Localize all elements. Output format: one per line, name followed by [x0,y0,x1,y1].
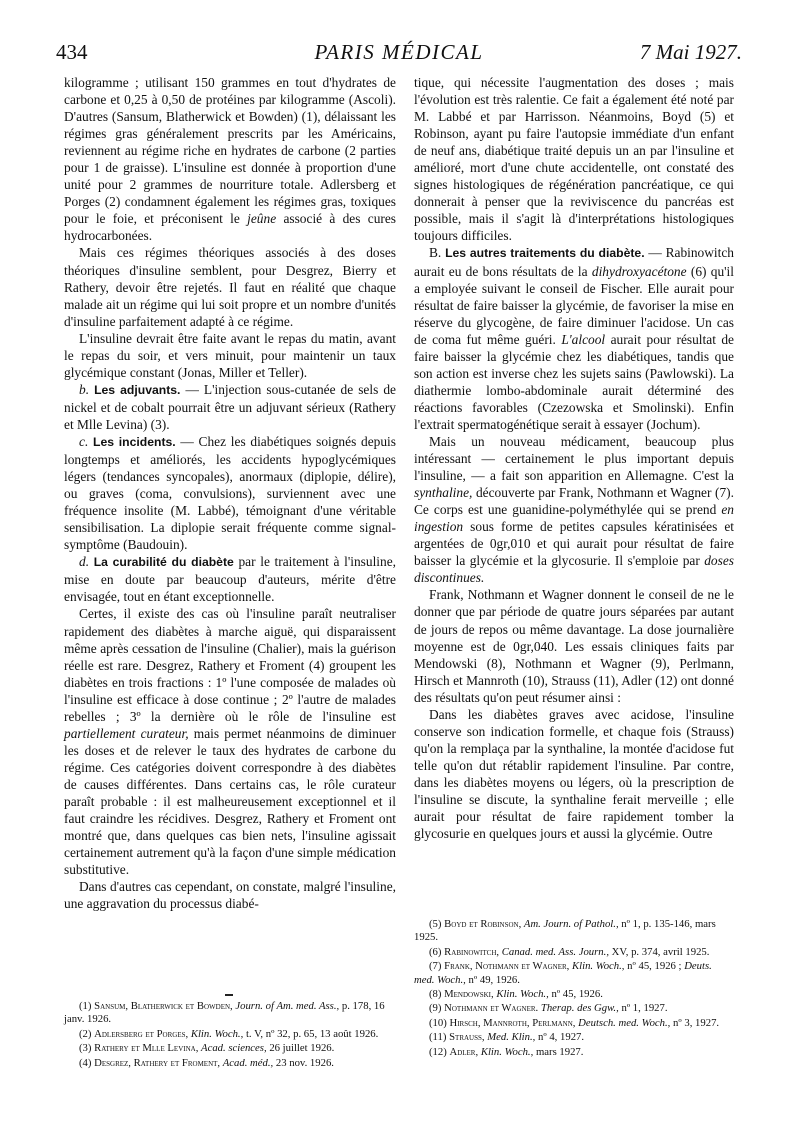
text-run: (4) [79,1056,92,1069]
footnote [64,1028,396,1041]
text-run: (6) qu'il a employée suivant le conseil de Fischer. Elle aurait pour résultat de faire baisser la glycémie, de favoriser la mise en réserve du glycogène, de faire diminuer l'acidose. Un cas de coma fut même guéri. [414,263,734,347]
text-run: Sansum, Blatherwick et Bowden, [94,1000,233,1012]
text-run: (3) [79,1042,92,1055]
footnote [414,1031,734,1044]
text-run: Acad. méd., [222,1056,274,1069]
footnote [414,988,734,1001]
text-run: 26 juillet 1926. [269,1042,335,1055]
text-run: en ingestion [414,502,734,535]
text-run: Canad. med. Ass. Journ., [501,945,609,958]
text-run: sous forme de petites capsules kératinisées et argentées de 0gr,010 et qui aurait pour résultat de faire baisser la glycémie et la glycosurie. Il s'emploie par [414,519,734,569]
text-run: Boyd et Robinson, [444,918,522,930]
issue-date: 7 Mai 1927. [639,40,742,64]
text-run: b. [79,381,90,397]
text-run: d. [79,554,90,570]
text-run: Acad. sciences, [201,1042,267,1055]
text-run: (11) [429,1031,447,1044]
text-run: nº 1, p. 135-146, mars 1925. [414,918,716,944]
page-number: 434 [56,40,88,64]
text-run: Am. Journ. of Pathol., [523,918,619,930]
paragraph: Mais ces régimes théoriques associés à des doses théoriques d'insuline semblent, pour Desgrez, Bierry et Rathery, devoir être rejetés. Il faut en réalité que chaque malade ait un régime qui lui soit propre et un nombre d'unités d'insuline parfaitement adapté à ce régime. [64,245,396,329]
text-run: (6) [429,945,442,958]
text-run: Frank, Nothmann et Wagner, [444,960,570,973]
footnote [414,946,734,959]
text-run: Hirsch, Mannroth, Perlmann, [449,1016,576,1029]
text-run: Deuts. med. Woch., [414,960,712,986]
text-run: partiellement curateur, [64,725,189,741]
paragraph: tique, qui nécessite l'augmentation des doses ; mais l'évolution est très ralentie. Ce fait a également été noté par M. Labbé et par Harrisson. Néanmoins, Boyd (5) et Robinson, ayant pu faire l'autopsie immédiate d'un enfant de neuf ans, diabétique traité depuis un an par l'insuline et amélioré, mort d'une chute accidentelle, ont constaté des signes histologiques de régénération pancréatique, ce qui donnerait à penser que la reviviscence du pancréas est possible, mais il s'agit là d'interprétations histologiques toujours difficiles. [414,75,734,244]
text-run: — Rabinowitch aurait eu de bons résultats de la [414,245,734,279]
text-run: (12) [429,1045,447,1058]
text-run: Strauss, [449,1031,485,1044]
text-run: Nothmann et Wagner. [444,1002,539,1015]
text-run: nº 45, 1926. [551,988,603,1001]
paragraph [414,433,734,586]
footnote [414,918,734,945]
text-run: mars 1927. [535,1045,584,1058]
text-run: p. 178, 16 janv. 1926. [64,1000,385,1026]
text-run: associé à des cures hydrocarbonées. [64,211,396,244]
text-run: Klin. Woch., [496,988,549,1001]
text-run: Rathery et Mlle Levina, [94,1042,199,1055]
text-run: dihydroxyacétone [591,263,687,279]
text-run: c. [79,433,89,449]
text-run: 23 nov. 1926. [275,1056,334,1069]
text-run: Klin. Woch., [572,960,625,973]
text-run: — L'injection sous-cutanée de sels de nickel et de cobalt pourrait être un adjuvant sérieux (Rathery et Mlle Levina) (3). [64,381,396,432]
text-run: Mendowski, [444,988,494,1001]
text-run: nº 3, 1927. [673,1016,720,1029]
text-run: nº 45, 1926 ; [627,960,682,973]
page-header [56,40,742,70]
text-run: XV, p. 374, avril 1925. [611,945,710,958]
text-run: Therap. des Ggw., [540,1002,619,1015]
paragraph: Dans les diabètes graves avec acidose, l'insuline conserve son indication formelle, et chaque fois (Strauss) qu'on la remplaça par la synthaline, la montée d'acidose fut telle qu'on dut rétablir rapidement l'insuline. Par contre, dans les diabètes moyens ou légers, où la prescription de l'insuline se discute, la synthaline ferait merveille ; elle aurait pour résultat de faire rapidement tomber la glycosurie en quelques jours et aussi la glycémie. Outre [414,706,734,842]
footnote [414,1017,734,1030]
text-run: doses discontinues. [414,553,734,586]
footnotes-right [414,918,734,1060]
footnote [414,960,734,987]
text-run: par le traitement à l'insuline, mise en doute par beaucoup d'auteurs, mérite d'être envisagée, tout en étant exceptionnelle. [64,554,396,605]
text-run: Klin. Woch., [190,1027,244,1040]
text-run: synthaline, [414,485,473,501]
text-run: t. V, nº 32, p. 65, 13 août 1926. [245,1027,379,1040]
text-run: Mais un nouveau médicament, beaucoup plus intéressant — certainement le plus important depuis l'insuline, — a fait son apparition en Allemagne. C'est la [414,433,734,484]
footnote [64,1042,396,1055]
text-run: (2) [79,1027,92,1040]
text-run: B. [429,245,442,261]
footnote [414,1046,734,1059]
footnote-separator [225,994,233,996]
text-run: Med. Klin., [487,1031,536,1044]
paragraph [414,244,734,433]
text-run: (5) [429,918,442,930]
journal-title: PARIS MÉDICAL [314,40,484,64]
text-run: — Chez les diabétiques soignés depuis longtemps et améliorés, les accidents hypoglycémiques légers (tendances syncopales), anormaux (diplopie, délire), ou graves (coma, convulsions), surviennent avec une fréquence insolite (M. Labbé), témoignant d'une véritable sensibilisation. La diplopie serait fréquente comme signal-symptôme (Baudouin). [64,433,396,553]
text-run: Journ. of Am. med. Ass., [235,1000,340,1012]
text-run: Desgrez, Rathery et Froment, [94,1056,221,1069]
text-run: (9) [429,1002,442,1015]
paragraph [64,74,396,244]
text-run: (7) [429,960,442,973]
right-column [414,74,734,842]
paragraph: L'insuline devrait être faite avant le repas du matin, avant le repas du soir, et vers minuit, pour maintenir un taux glycémique constant (Jonas, Miller et Teller). [64,330,396,380]
text-run: Deutsch. med. Woch., [578,1016,671,1029]
footnote [64,1057,396,1070]
text-run: nº 49, 1926. [468,973,520,986]
paragraph: Frank, Nothmann et Wagner donnent le conseil de ne le donner que par période de quatre jours séparées par autant de jours de repos ou même davantage. La dose journalière moyenne est de 0gr,040. Les essais cliniques faits par Mendowski (8), Nothmann et Wagner (9), Perlmann, Hirsch et Mannroth (10), Strauss (11), Adler (12) ont donné des résultats qu'on peut résumer ainsi : [414,587,734,705]
paragraph: Dans d'autres cas cependant, on constate, malgré l'insuline, une aggravation du processus diabé- [64,879,396,912]
section-heading: Les autres traitements du diabète. [445,246,645,261]
section-heading: Les adjuvants. [94,382,181,397]
text-run: nº 4, 1927. [538,1031,585,1044]
footnotes-left [64,1000,396,1071]
text-run: (8) [429,988,442,1001]
text-run: (1) [79,1000,92,1012]
section-heading: Les incidents. [93,434,176,449]
text-run: jeûne [247,211,277,227]
left-column [64,74,396,912]
text-run: nº 1, 1927. [621,1002,668,1015]
text-run: Adlersberg et Porges, [94,1027,189,1040]
text-run: kilogramme ; utilisant 150 grammes en tout d'hydrates de carbone et 0,25 à 0,50 de protéines par kilogramme (Ascoli). D'autres (Sansum, Blatherwick et Bowden) (1), délaissant les régimes gras généralement prescrits par les Américains, reviennent au régime riche en hydrates de carbone (2 parties pour 1 de graisse). L'insuline est donnée à proportion d'une unité pour 2 grammes de nourriture totale. Adlersberg et Porges (2) condamnent également les régimes gras, toxiques pour le foie, et préconisent le [64,75,396,227]
text-run: découverte par Frank, Nothmann et Wagner (7). Ce corps est une guanidine-polyméthylée qui se prend [414,485,734,518]
text-run: Klin. Woch., [480,1045,534,1058]
text-run: Adler, [449,1045,479,1058]
section-heading: La curabilité du diabète [93,555,234,570]
text-run: aurait pour résultat de faire baisser la glycémie chez les diabétiques, tandis que son action est inverse chez les sujets sains (Pawlowski). La diathermie lombo-abdominale aurait déterminé des réactions favorables (Czezowska et Smolinski). Enfin l'extrait spermatogénétique serait à essayer (Jochum). [414,331,734,432]
text-run: mais permet néanmoins de diminuer les doses et de relever le taux des hydrates de carbone du régime. Ces catégories doivent correspondre à des diabètes de causes différentes. Dans certains cas, le rôle curateur paraît probable : il est malheureusement exceptionnel et il faut craindre les récidives. Desgrez, Rathery et Froment ont montré que, dans quelques cas bien nets, l'insuline agissait certainement autrement qu'à la façon d'une simple médication substitutive. [64,725,397,878]
paragraph [64,605,396,878]
text-run: Certes, il existe des cas où l'insuline paraît neutraliser rapidement des diabètes à marche aiguë, qui disparaissent même après cessation de l'insuline (Chalier), mais la guérison réelle est rare. Desgrez, Rathery et Froment (4) groupent les diabètes en trois fractions : 1º l'une composée de malades où l'insuline est efficace à dose continue ; 2º l'autre de malades rebelles ; 3º la dernière où le rôle de l'insuline est [64,606,396,724]
text-run: L'alcool [561,331,606,347]
paragraph [64,381,396,433]
text-run: Rabinowitch, [444,945,500,958]
paragraph [64,433,396,553]
paragraph [64,553,396,605]
footnote [64,1000,396,1027]
text-run: (10) [429,1016,447,1029]
footnote [414,1002,734,1015]
